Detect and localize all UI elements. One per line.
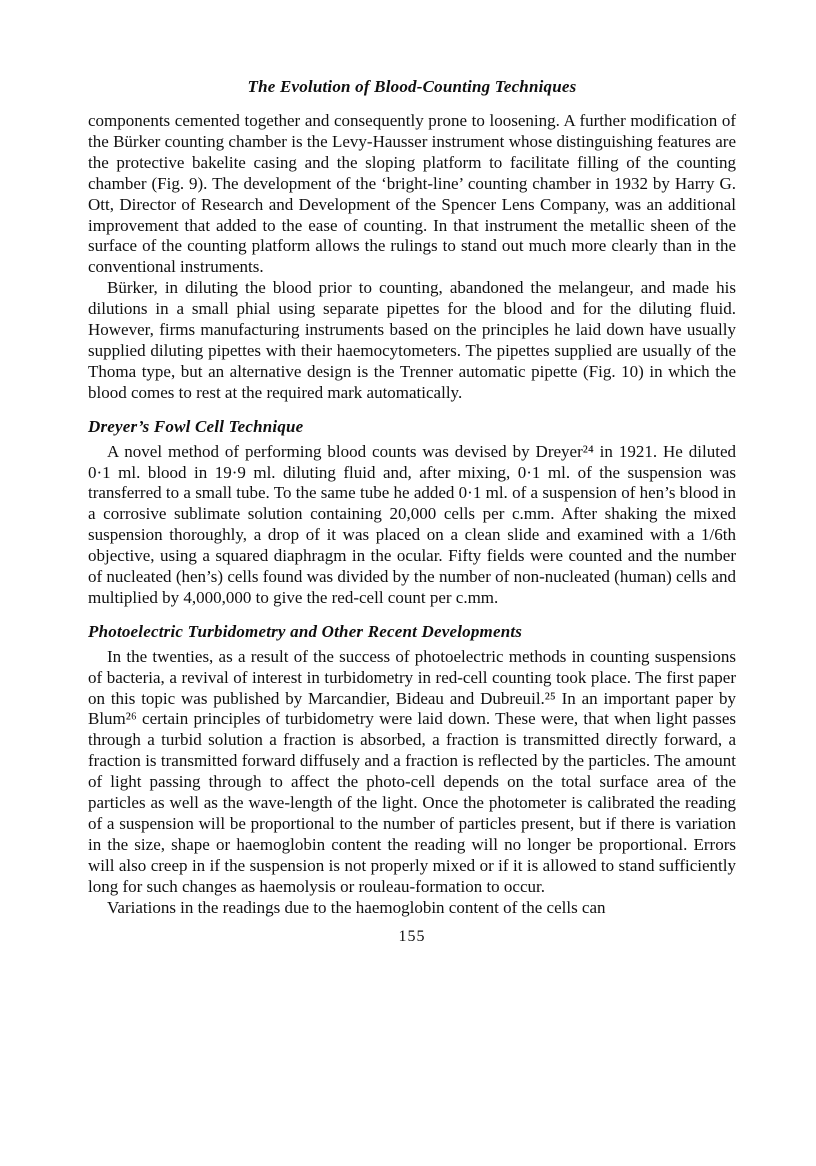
paragraph-continuation: components cemented together and consequently prone to loosening. A further modification of the Bürker counting chamber is the Levy-Hausser instrument whose distinguishing features are the protective bakelite casing and the sloping platform to facilitate filling of the counting chamber (Fig. 9). The development of the ‘bright-line’ counting chamber in 1932 by Harry G. Ott, Director of Research and Development of the Spencer Lens Company, was an additional improvement that added to the ease of counting. In that instrument the metallic sheen of the surface of the counting platform allows the rulings to stand out much more clearly than in the conventional instruments.: [88, 111, 736, 277]
section-heading-dreyer: Dreyer’s Fowl Cell Technique: [88, 416, 304, 436]
paragraph-dreyer-method: A novel method of performing blood counts was devised by Dreyer²⁴ in 1921. He diluted 0·1 ml. blood in 19·9 ml. diluting fluid and, after mixing, 0·1 ml. of the suspension was transferred to a small tube. To the same tube he added 0·1 ml. of a suspension of hen’s blood in a corrosive sublimate solution containing 20,000 cells per c.mm. After shaking the mixed suspension thoroughly, a drop of it was placed on a clean slide and examined with a 1/6th objective, using a squared diaphragm in the ocular. Fifty fields were counted and the number of nucleated (hen’s) cells found was divided by the number of non-nucleated (human) cells and multiplied by 4,000,000 to give the red-cell count per c.mm.: [88, 441, 736, 607]
text-block: [88, 76, 736, 946]
paragraph-burker: Bürker, in diluting the blood prior to counting, abandoned the melangeur, and made his dilutions in a small phial using separate pipettes for the blood and for the diluting fluid. However, firms manufacturing instruments based on the principles he laid down have usually supplied diluting pipettes with their haemocytometers. The pipettes supplied are usually of the Thoma type, but an alternative design is the Trenner automatic pipette (Fig. 10) in which the blood comes to rest at the required mark automatically.: [88, 278, 736, 402]
page-number: 155: [398, 927, 426, 945]
paragraph-variations: Variations in the readings due to the haemoglobin content of the cells can: [107, 897, 606, 917]
section-heading-photoelectric: Photoelectric Turbidometry and Other Recent Developments: [88, 621, 523, 641]
running-head: The Evolution of Blood-Counting Techniques: [247, 77, 577, 96]
paragraph-photoelectric: In the twenties, as a result of the success of photoelectric methods in counting suspensions of bacteria, a revival of interest in turbidometry in red-cell counting took place. The first paper on this topic was published by Marcandier, Bideau and Dubreuil.²⁵ In an important paper by Blum²⁶ certain principles of turbidometry were laid down. These were, that when light passes through a turbid solution a fraction is absorbed, a fraction is transmitted directly forward, a fraction is transmitted forward diffusely and a fraction is reflected by the particles. The amount of light passing through to affect the photo-cell depends on the total surface area of the particles as well as the wave-length of the light. Once the photometer is calibrated the reading of a suspension will be proportional to the number of particles present, but if there is variation in the size, shape or haemoglobin content the reading will no longer be proportional. Errors will also creep in if the suspension is not properly mixed or if it is allowed to stand sufficiently long for such changes as haemolysis or rouleau-formation to occur.: [88, 646, 736, 896]
